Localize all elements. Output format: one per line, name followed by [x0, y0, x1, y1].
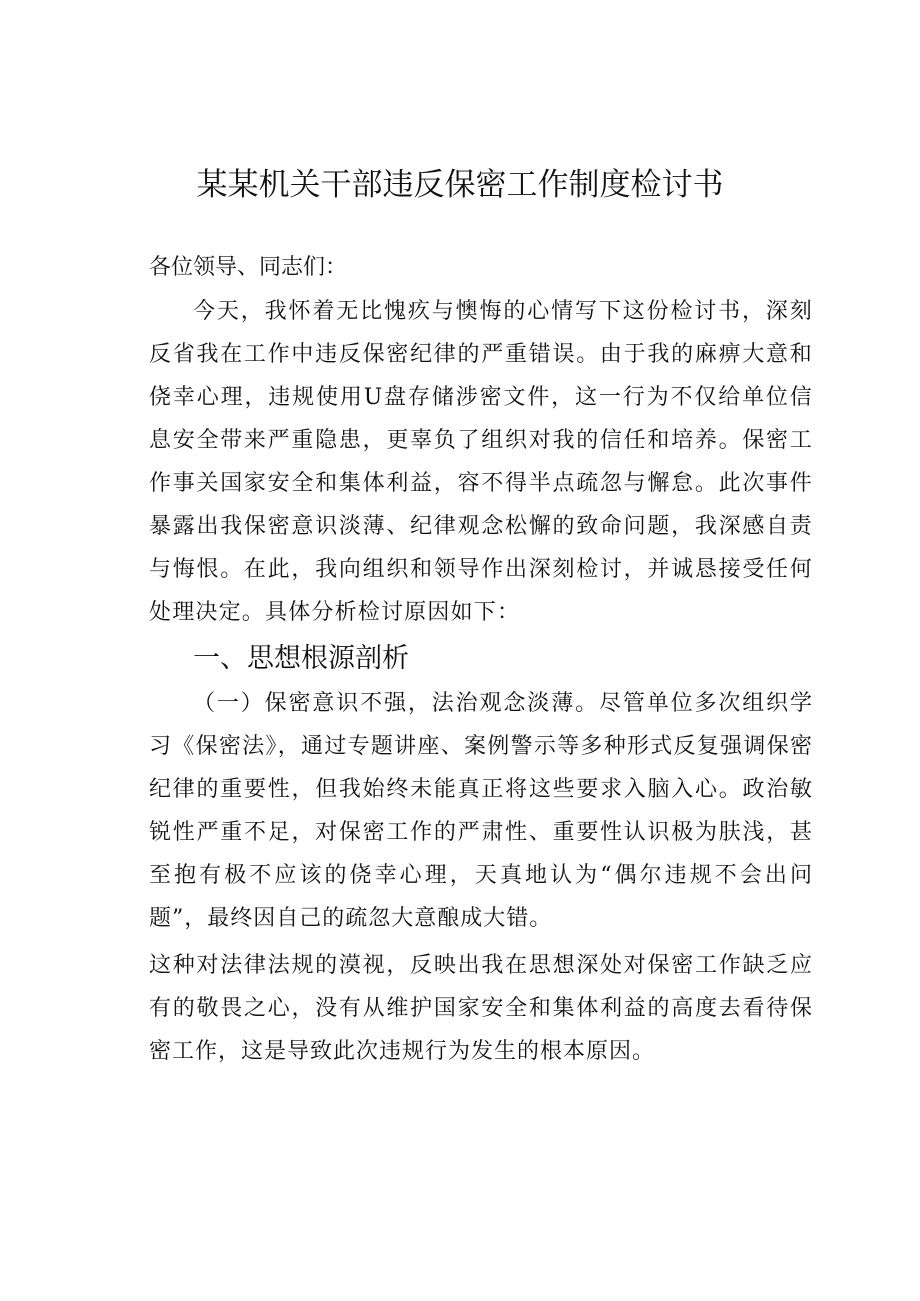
section-heading: 一、思想根源剖析 [193, 643, 409, 674]
document-title: 某某机关干部违反保密工作制度检讨书 [196, 167, 724, 203]
salutation: 各位领导、同志们： [149, 255, 348, 280]
section-paragraph-2: 这种对法律法规的漠视，反映出我在思想深处对保密工作缺乏应有的敬畏之心，没有从维护国家安全和集体利益的高度去看待保密工作，这是导致此次违规行为发生的根本原因。 [149, 953, 813, 1064]
intro-paragraph: 今天，我怀着无比愧疚与懊悔的心情写下这份检讨书，深刻反省我在工作中违反保密纪律的严重错误。由于我的麻痹大意和侥幸心理，违规使用U盘存储涉密文件，这一行为不仅给单位信息安全带来严重隐患，更辜负了组织对我的信任和培养。保密工作事关国家安全和集体利益，容不得半点疏忽与懈怠。此次事件暴露出我保密意识淡薄、纪律观念松懈的致命问题，我深感自责与悔恨。在此，我向组织和领导作出深刻检讨，并诚恳接受任何处理决定。具体分析检讨原因如下： [149, 299, 813, 625]
section-paragraph-1: （一）保密意识不强，法治观念淡薄。尽管单位多次组织学习《保密法》，通过专题讲座、案例警示等多种形式反复强调保密纪律的重要性，但我始终未能真正将这些要求入脑入心。政治敏锐性严重不足，对保密工作的严肃性、重要性认识极为肤浅，甚至抱有极不应该的侥幸心理，天真地认为“偶尔违规不会出问题”，最终因自己的疏忽大意酿成大错。 [149, 691, 813, 931]
